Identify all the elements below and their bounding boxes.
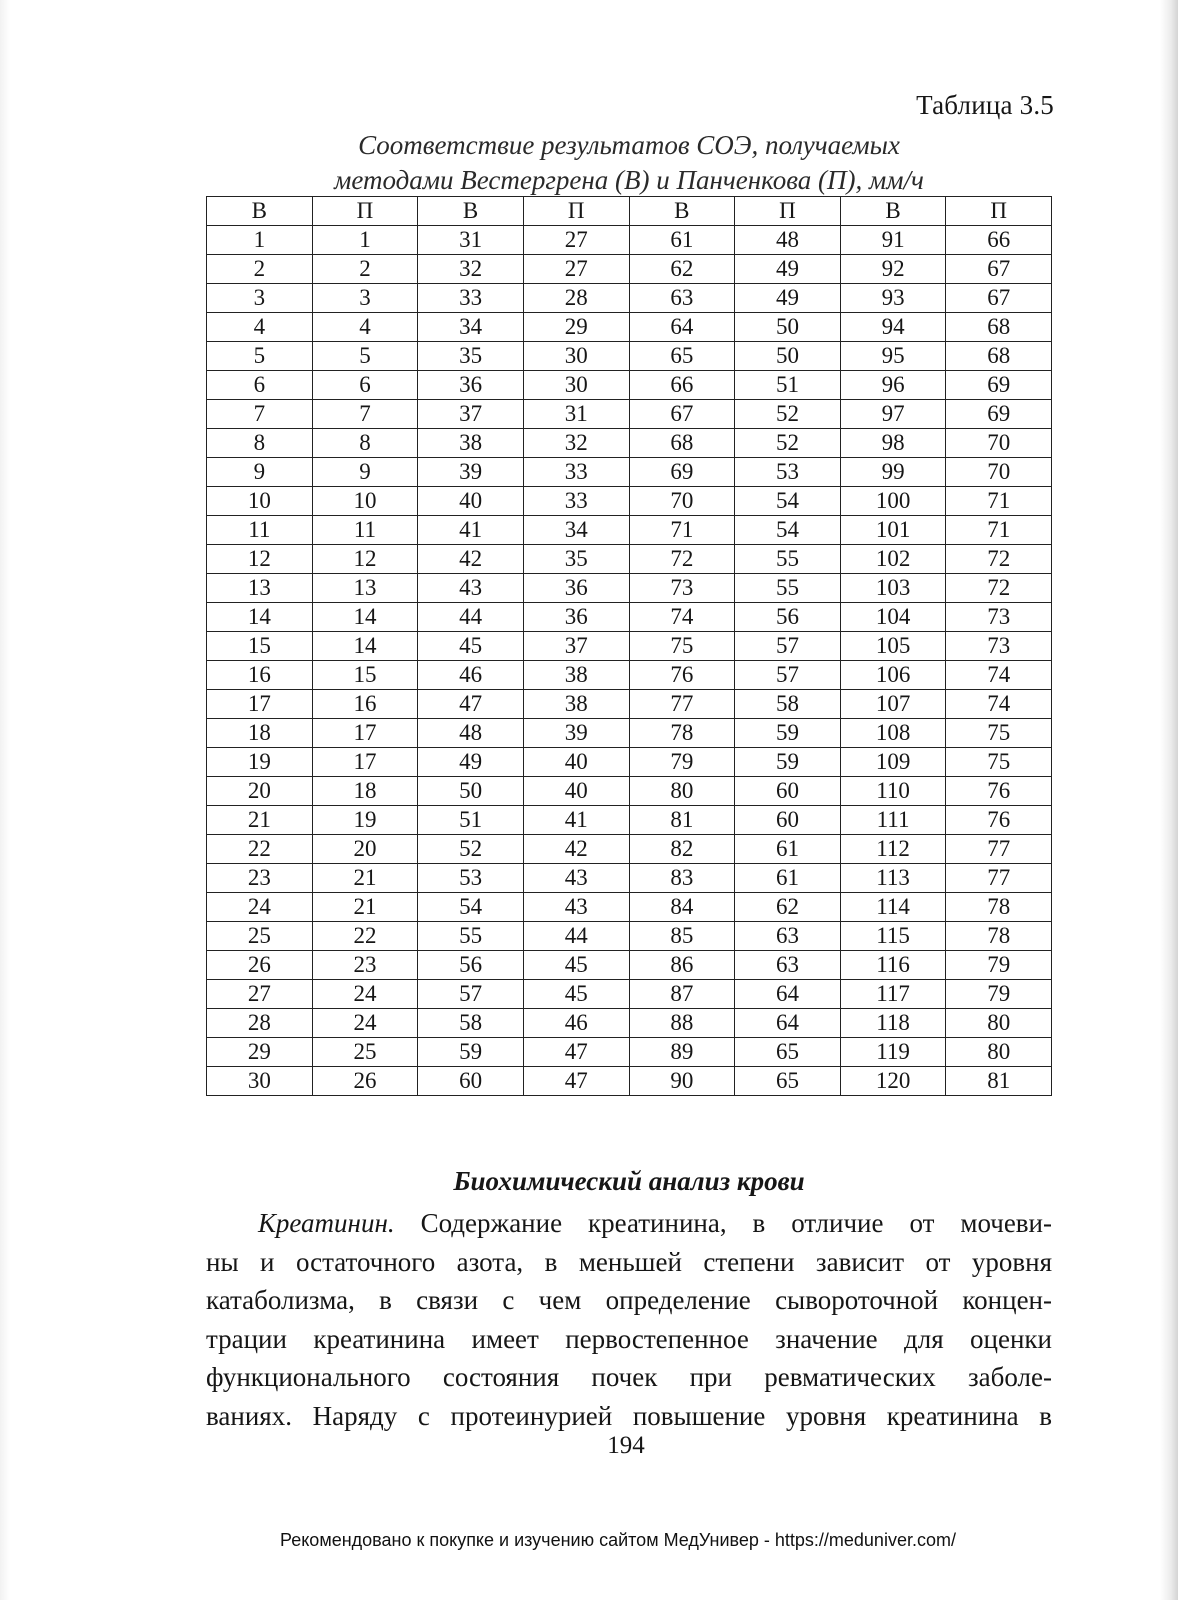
- table-cell: 96: [840, 371, 946, 400]
- table-cell: 81: [946, 1067, 1052, 1096]
- table-cell: 54: [735, 516, 841, 545]
- header-cell: П: [946, 197, 1052, 226]
- table-row: [207, 1067, 1052, 1096]
- table-cell: 29: [523, 313, 629, 342]
- table-cell: 54: [418, 893, 524, 922]
- table-row: [207, 690, 1052, 719]
- table-cell: 62: [735, 893, 841, 922]
- table-cell: 9: [207, 458, 313, 487]
- table-cell: 110: [840, 777, 946, 806]
- table-row: [207, 458, 1052, 487]
- table-cell: 66: [946, 226, 1052, 255]
- table-cell: 60: [735, 777, 841, 806]
- table-cell: 21: [312, 864, 418, 893]
- table-cell: 61: [735, 864, 841, 893]
- table-cell: 4: [207, 313, 313, 342]
- table-row: [207, 342, 1052, 371]
- table-cell: 114: [840, 893, 946, 922]
- table-cell: 16: [207, 661, 313, 690]
- table-cell: 49: [735, 284, 841, 313]
- table-cell: 77: [946, 835, 1052, 864]
- table-cell: 19: [207, 748, 313, 777]
- body-paragraph: [206, 1204, 1052, 1435]
- table-cell: 79: [946, 980, 1052, 1009]
- table-cell: 68: [629, 429, 735, 458]
- table-cell: 43: [523, 864, 629, 893]
- table-cell: 87: [629, 980, 735, 1009]
- table-cell: 11: [207, 516, 313, 545]
- table-cell: 98: [840, 429, 946, 458]
- table-cell: 24: [312, 980, 418, 1009]
- table-row: [207, 864, 1052, 893]
- table-cell: 71: [629, 516, 735, 545]
- table-cell: 17: [207, 690, 313, 719]
- table-cell: 89: [629, 1038, 735, 1067]
- table-cell: 40: [418, 487, 524, 516]
- table-cell: 43: [418, 574, 524, 603]
- table-cell: 38: [523, 661, 629, 690]
- table-cell: 63: [629, 284, 735, 313]
- table-cell: 73: [946, 603, 1052, 632]
- table-cell: 67: [629, 400, 735, 429]
- table-caption: [206, 128, 1052, 198]
- body-line: трации креатинина имеет первостепенное значение для оценки: [206, 1323, 1052, 1354]
- table-cell: 35: [523, 545, 629, 574]
- table-cell: 1: [207, 226, 313, 255]
- table-cell: 72: [946, 574, 1052, 603]
- table-cell: 91: [840, 226, 946, 255]
- table-cell: 70: [946, 429, 1052, 458]
- table-cell: 118: [840, 1009, 946, 1038]
- body-line: ны и остаточного азота, в меньшей степени зависит от уровня: [206, 1246, 1052, 1277]
- table-cell: 69: [946, 400, 1052, 429]
- table-cell: 8: [207, 429, 313, 458]
- table-cell: 59: [735, 719, 841, 748]
- table-cell: 23: [207, 864, 313, 893]
- table-cell: 51: [418, 806, 524, 835]
- table-cell: 68: [946, 342, 1052, 371]
- table-cell: 61: [629, 226, 735, 255]
- header-cell: П: [735, 197, 841, 226]
- table-row: [207, 1038, 1052, 1067]
- table-cell: 84: [629, 893, 735, 922]
- table-cell: 46: [523, 1009, 629, 1038]
- table-cell: 52: [418, 835, 524, 864]
- table-cell: 28: [523, 284, 629, 313]
- table-cell: 48: [735, 226, 841, 255]
- table-cell: 19: [312, 806, 418, 835]
- table-cell: 93: [840, 284, 946, 313]
- table-cell: 13: [207, 574, 313, 603]
- table-cell: 15: [312, 661, 418, 690]
- table-cell: 7: [312, 400, 418, 429]
- table-cell: 76: [946, 777, 1052, 806]
- table-cell: 38: [523, 690, 629, 719]
- table-cell: 26: [312, 1067, 418, 1096]
- table-cell: 75: [946, 748, 1052, 777]
- table-cell: 54: [735, 487, 841, 516]
- table-cell: 57: [735, 632, 841, 661]
- table-cell: 33: [523, 458, 629, 487]
- table-cell: 64: [629, 313, 735, 342]
- table-cell: 31: [523, 400, 629, 429]
- header-cell: В: [840, 197, 946, 226]
- table-cell: 50: [418, 777, 524, 806]
- table-cell: 25: [312, 1038, 418, 1067]
- body-term: Креатинин.: [258, 1208, 395, 1238]
- body-line-text: Содержание креатинина, в отличие от мочеви-: [394, 1208, 1052, 1238]
- table-cell: 14: [312, 603, 418, 632]
- table-cell: 24: [312, 1009, 418, 1038]
- table-cell: 116: [840, 951, 946, 980]
- table-cell: 59: [418, 1038, 524, 1067]
- table-cell: 37: [418, 400, 524, 429]
- table-cell: 35: [418, 342, 524, 371]
- table-cell: 94: [840, 313, 946, 342]
- header-cell: В: [207, 197, 313, 226]
- table-cell: 120: [840, 1067, 946, 1096]
- table-cell: 32: [418, 255, 524, 284]
- table-cell: 6: [207, 371, 313, 400]
- table-cell: 14: [312, 632, 418, 661]
- table-cell: 53: [418, 864, 524, 893]
- table-cell: 73: [946, 632, 1052, 661]
- table-cell: 52: [735, 429, 841, 458]
- table-cell: 106: [840, 661, 946, 690]
- table-cell: 3: [207, 284, 313, 313]
- table-cell: 49: [735, 255, 841, 284]
- table-cell: 45: [523, 951, 629, 980]
- table-cell: 20: [207, 777, 313, 806]
- table-row: [207, 516, 1052, 545]
- body-line: функционального состояния почек при ревматических заболе-: [206, 1362, 1052, 1392]
- body-line: [206, 1204, 1052, 1243]
- table-cell: 74: [946, 661, 1052, 690]
- table-cell: 65: [629, 342, 735, 371]
- table-row: [207, 632, 1052, 661]
- table-cell: 53: [735, 458, 841, 487]
- table-cell: 31: [418, 226, 524, 255]
- table-cell: 111: [840, 806, 946, 835]
- table-cell: 97: [840, 400, 946, 429]
- table-cell: 47: [523, 1038, 629, 1067]
- table-cell: 28: [207, 1009, 313, 1038]
- table-cell: 92: [840, 255, 946, 284]
- table-row: [207, 748, 1052, 777]
- table-cell: 63: [735, 922, 841, 951]
- table-cell: 40: [523, 748, 629, 777]
- table-cell: 69: [946, 371, 1052, 400]
- table-cell: 113: [840, 864, 946, 893]
- table-row: [207, 1009, 1052, 1038]
- table-cell: 67: [946, 255, 1052, 284]
- table-cell: 13: [312, 574, 418, 603]
- table-cell: 47: [523, 1067, 629, 1096]
- table-cell: 40: [523, 777, 629, 806]
- table-cell: 109: [840, 748, 946, 777]
- table-cell: 66: [629, 371, 735, 400]
- table-cell: 24: [207, 893, 313, 922]
- header-cell: В: [629, 197, 735, 226]
- table-cell: 61: [735, 835, 841, 864]
- table-cell: 23: [312, 951, 418, 980]
- table-cell: 39: [523, 719, 629, 748]
- table-cell: 10: [312, 487, 418, 516]
- table-cell: 64: [735, 980, 841, 1009]
- table-row: [207, 284, 1052, 313]
- table-cell: 33: [418, 284, 524, 313]
- table-cell: 12: [207, 545, 313, 574]
- table-cell: 48: [418, 719, 524, 748]
- table-cell: 12: [312, 545, 418, 574]
- table-cell: 70: [629, 487, 735, 516]
- table-cell: 34: [418, 313, 524, 342]
- table-cell: 90: [629, 1067, 735, 1096]
- table-cell: 36: [523, 603, 629, 632]
- table-cell: 78: [946, 922, 1052, 951]
- section-heading: Биохимический анализ крови: [453, 1166, 805, 1196]
- table-cell: 21: [312, 893, 418, 922]
- table-cell: 79: [946, 951, 1052, 980]
- table-cell: 17: [312, 748, 418, 777]
- table-row: [207, 893, 1052, 922]
- table-cell: 36: [418, 371, 524, 400]
- table-cell: 80: [946, 1009, 1052, 1038]
- page-edge-right: [1160, 0, 1178, 1600]
- page-edge-left: [0, 0, 10, 1600]
- table-cell: 72: [946, 545, 1052, 574]
- table-cell: 43: [523, 893, 629, 922]
- table-cell: 60: [735, 806, 841, 835]
- table-cell: 83: [629, 864, 735, 893]
- table-cell: 39: [418, 458, 524, 487]
- table-cell: 4: [312, 313, 418, 342]
- table-cell: 74: [946, 690, 1052, 719]
- table-cell: 30: [523, 371, 629, 400]
- table-cell: 70: [946, 458, 1052, 487]
- table-cell: 14: [207, 603, 313, 632]
- table-cell: 27: [207, 980, 313, 1009]
- table-cell: 2: [312, 255, 418, 284]
- table-cell: 55: [418, 922, 524, 951]
- table-cell: 47: [418, 690, 524, 719]
- table-cell: 18: [312, 777, 418, 806]
- table-cell: 76: [946, 806, 1052, 835]
- table-cell: 77: [629, 690, 735, 719]
- table-cell: 7: [207, 400, 313, 429]
- table-cell: 17: [312, 719, 418, 748]
- table-cell: 99: [840, 458, 946, 487]
- table-cell: 46: [418, 661, 524, 690]
- table-cell: 30: [207, 1067, 313, 1096]
- table-cell: 16: [312, 690, 418, 719]
- body-line: ваниях. Наряду с протеинурией повышение уровня креатинина в: [206, 1400, 1052, 1431]
- table-cell: 41: [418, 516, 524, 545]
- table-cell: 49: [418, 748, 524, 777]
- table-row: [207, 806, 1052, 835]
- table-cell: 60: [418, 1067, 524, 1096]
- table-cell: 82: [629, 835, 735, 864]
- table-cell: 20: [312, 835, 418, 864]
- table-cell: 8: [312, 429, 418, 458]
- table-row: [207, 371, 1052, 400]
- table-row: [207, 313, 1052, 342]
- table-cell: 80: [629, 777, 735, 806]
- table-cell: 73: [629, 574, 735, 603]
- table-cell: 69: [629, 458, 735, 487]
- table-cell: 117: [840, 980, 946, 1009]
- table-cell: 76: [629, 661, 735, 690]
- table-cell: 55: [735, 574, 841, 603]
- table-caption-line-1: Соответствие результатов СОЭ, получаемых: [358, 130, 900, 160]
- table-cell: 42: [418, 545, 524, 574]
- header-cell: П: [312, 197, 418, 226]
- table-row: [207, 429, 1052, 458]
- footer-recommendation: Рекомендовано к покупке и изучению сайтом МедУнивер - https://meduniver.com/: [280, 1530, 956, 1550]
- table-cell: 15: [207, 632, 313, 661]
- table-cell: 81: [629, 806, 735, 835]
- table-cell: 18: [207, 719, 313, 748]
- table-cell: 64: [735, 1009, 841, 1038]
- table-label: Таблица 3.5: [916, 90, 1054, 120]
- table-cell: 41: [523, 806, 629, 835]
- table-cell: 78: [629, 719, 735, 748]
- table-row: [207, 255, 1052, 284]
- table-row: [207, 603, 1052, 632]
- table-cell: 27: [523, 255, 629, 284]
- table-cell: 5: [312, 342, 418, 371]
- table-caption-line-2: методами Вестергрена (В) и Панченкова (П), мм/ч: [334, 165, 924, 195]
- table-cell: 112: [840, 835, 946, 864]
- header-cell: В: [418, 197, 524, 226]
- table-cell: 71: [946, 487, 1052, 516]
- table-cell: 38: [418, 429, 524, 458]
- table-cell: 42: [523, 835, 629, 864]
- table-cell: 80: [946, 1038, 1052, 1067]
- table-cell: 55: [735, 545, 841, 574]
- table-cell: 29: [207, 1038, 313, 1067]
- table-cell: 57: [735, 661, 841, 690]
- table-cell: 36: [523, 574, 629, 603]
- table-cell: 9: [312, 458, 418, 487]
- table-cell: 32: [523, 429, 629, 458]
- table-cell: 71: [946, 516, 1052, 545]
- table-row: [207, 400, 1052, 429]
- table-cell: 22: [312, 922, 418, 951]
- table-cell: 57: [418, 980, 524, 1009]
- table-cell: 50: [735, 313, 841, 342]
- table-row: [207, 487, 1052, 516]
- table-cell: 103: [840, 574, 946, 603]
- table-cell: 68: [946, 313, 1052, 342]
- table-cell: 52: [735, 400, 841, 429]
- header-cell: П: [523, 197, 629, 226]
- table-cell: 119: [840, 1038, 946, 1067]
- table-cell: 88: [629, 1009, 735, 1038]
- table-row: [207, 951, 1052, 980]
- table-cell: 51: [735, 371, 841, 400]
- table-row: [207, 661, 1052, 690]
- table-cell: 3: [312, 284, 418, 313]
- table-cell: 21: [207, 806, 313, 835]
- table-cell: 26: [207, 951, 313, 980]
- table-row: [207, 835, 1052, 864]
- table-cell: 63: [735, 951, 841, 980]
- page-number: 194: [607, 1432, 645, 1459]
- table-row: [207, 226, 1052, 255]
- table-cell: 59: [735, 748, 841, 777]
- table-cell: 37: [523, 632, 629, 661]
- table-body: [207, 226, 1052, 1096]
- table-cell: 108: [840, 719, 946, 748]
- table-cell: 25: [207, 922, 313, 951]
- table-cell: 45: [418, 632, 524, 661]
- table-cell: 33: [523, 487, 629, 516]
- table-cell: 11: [312, 516, 418, 545]
- table-cell: 74: [629, 603, 735, 632]
- table-cell: 78: [946, 893, 1052, 922]
- table-cell: 72: [629, 545, 735, 574]
- table-row: [207, 922, 1052, 951]
- body-line: катаболизма, в связи с чем определение сывороточной концен-: [206, 1285, 1052, 1315]
- table-cell: 65: [735, 1038, 841, 1067]
- table-cell: 2: [207, 255, 313, 284]
- table-cell: 44: [418, 603, 524, 632]
- table-row: [207, 545, 1052, 574]
- table-cell: 104: [840, 603, 946, 632]
- table-cell: 102: [840, 545, 946, 574]
- table-cell: 77: [946, 864, 1052, 893]
- table-row: [207, 719, 1052, 748]
- table-cell: 105: [840, 632, 946, 661]
- table-cell: 34: [523, 516, 629, 545]
- table-cell: 1: [312, 226, 418, 255]
- table-cell: 56: [418, 951, 524, 980]
- table-cell: 27: [523, 226, 629, 255]
- table-cell: 85: [629, 922, 735, 951]
- table-cell: 50: [735, 342, 841, 371]
- table-cell: 10: [207, 487, 313, 516]
- table-row: [207, 777, 1052, 806]
- table-cell: 115: [840, 922, 946, 951]
- table-cell: 101: [840, 516, 946, 545]
- table-row: [207, 574, 1052, 603]
- table-cell: 95: [840, 342, 946, 371]
- table-cell: 44: [523, 922, 629, 951]
- table-cell: 45: [523, 980, 629, 1009]
- table-cell: 100: [840, 487, 946, 516]
- esr-correspondence-table: [206, 196, 1052, 1096]
- table-header-row: [207, 197, 1052, 226]
- table-cell: 56: [735, 603, 841, 632]
- table-cell: 58: [418, 1009, 524, 1038]
- table-cell: 62: [629, 255, 735, 284]
- table-cell: 86: [629, 951, 735, 980]
- table-cell: 107: [840, 690, 946, 719]
- table-cell: 22: [207, 835, 313, 864]
- table-cell: 6: [312, 371, 418, 400]
- table-cell: 58: [735, 690, 841, 719]
- table-cell: 75: [946, 719, 1052, 748]
- table-cell: 5: [207, 342, 313, 371]
- table-cell: 30: [523, 342, 629, 371]
- table-cell: 79: [629, 748, 735, 777]
- table-cell: 67: [946, 284, 1052, 313]
- table-cell: 65: [735, 1067, 841, 1096]
- table-cell: 75: [629, 632, 735, 661]
- table-row: [207, 980, 1052, 1009]
